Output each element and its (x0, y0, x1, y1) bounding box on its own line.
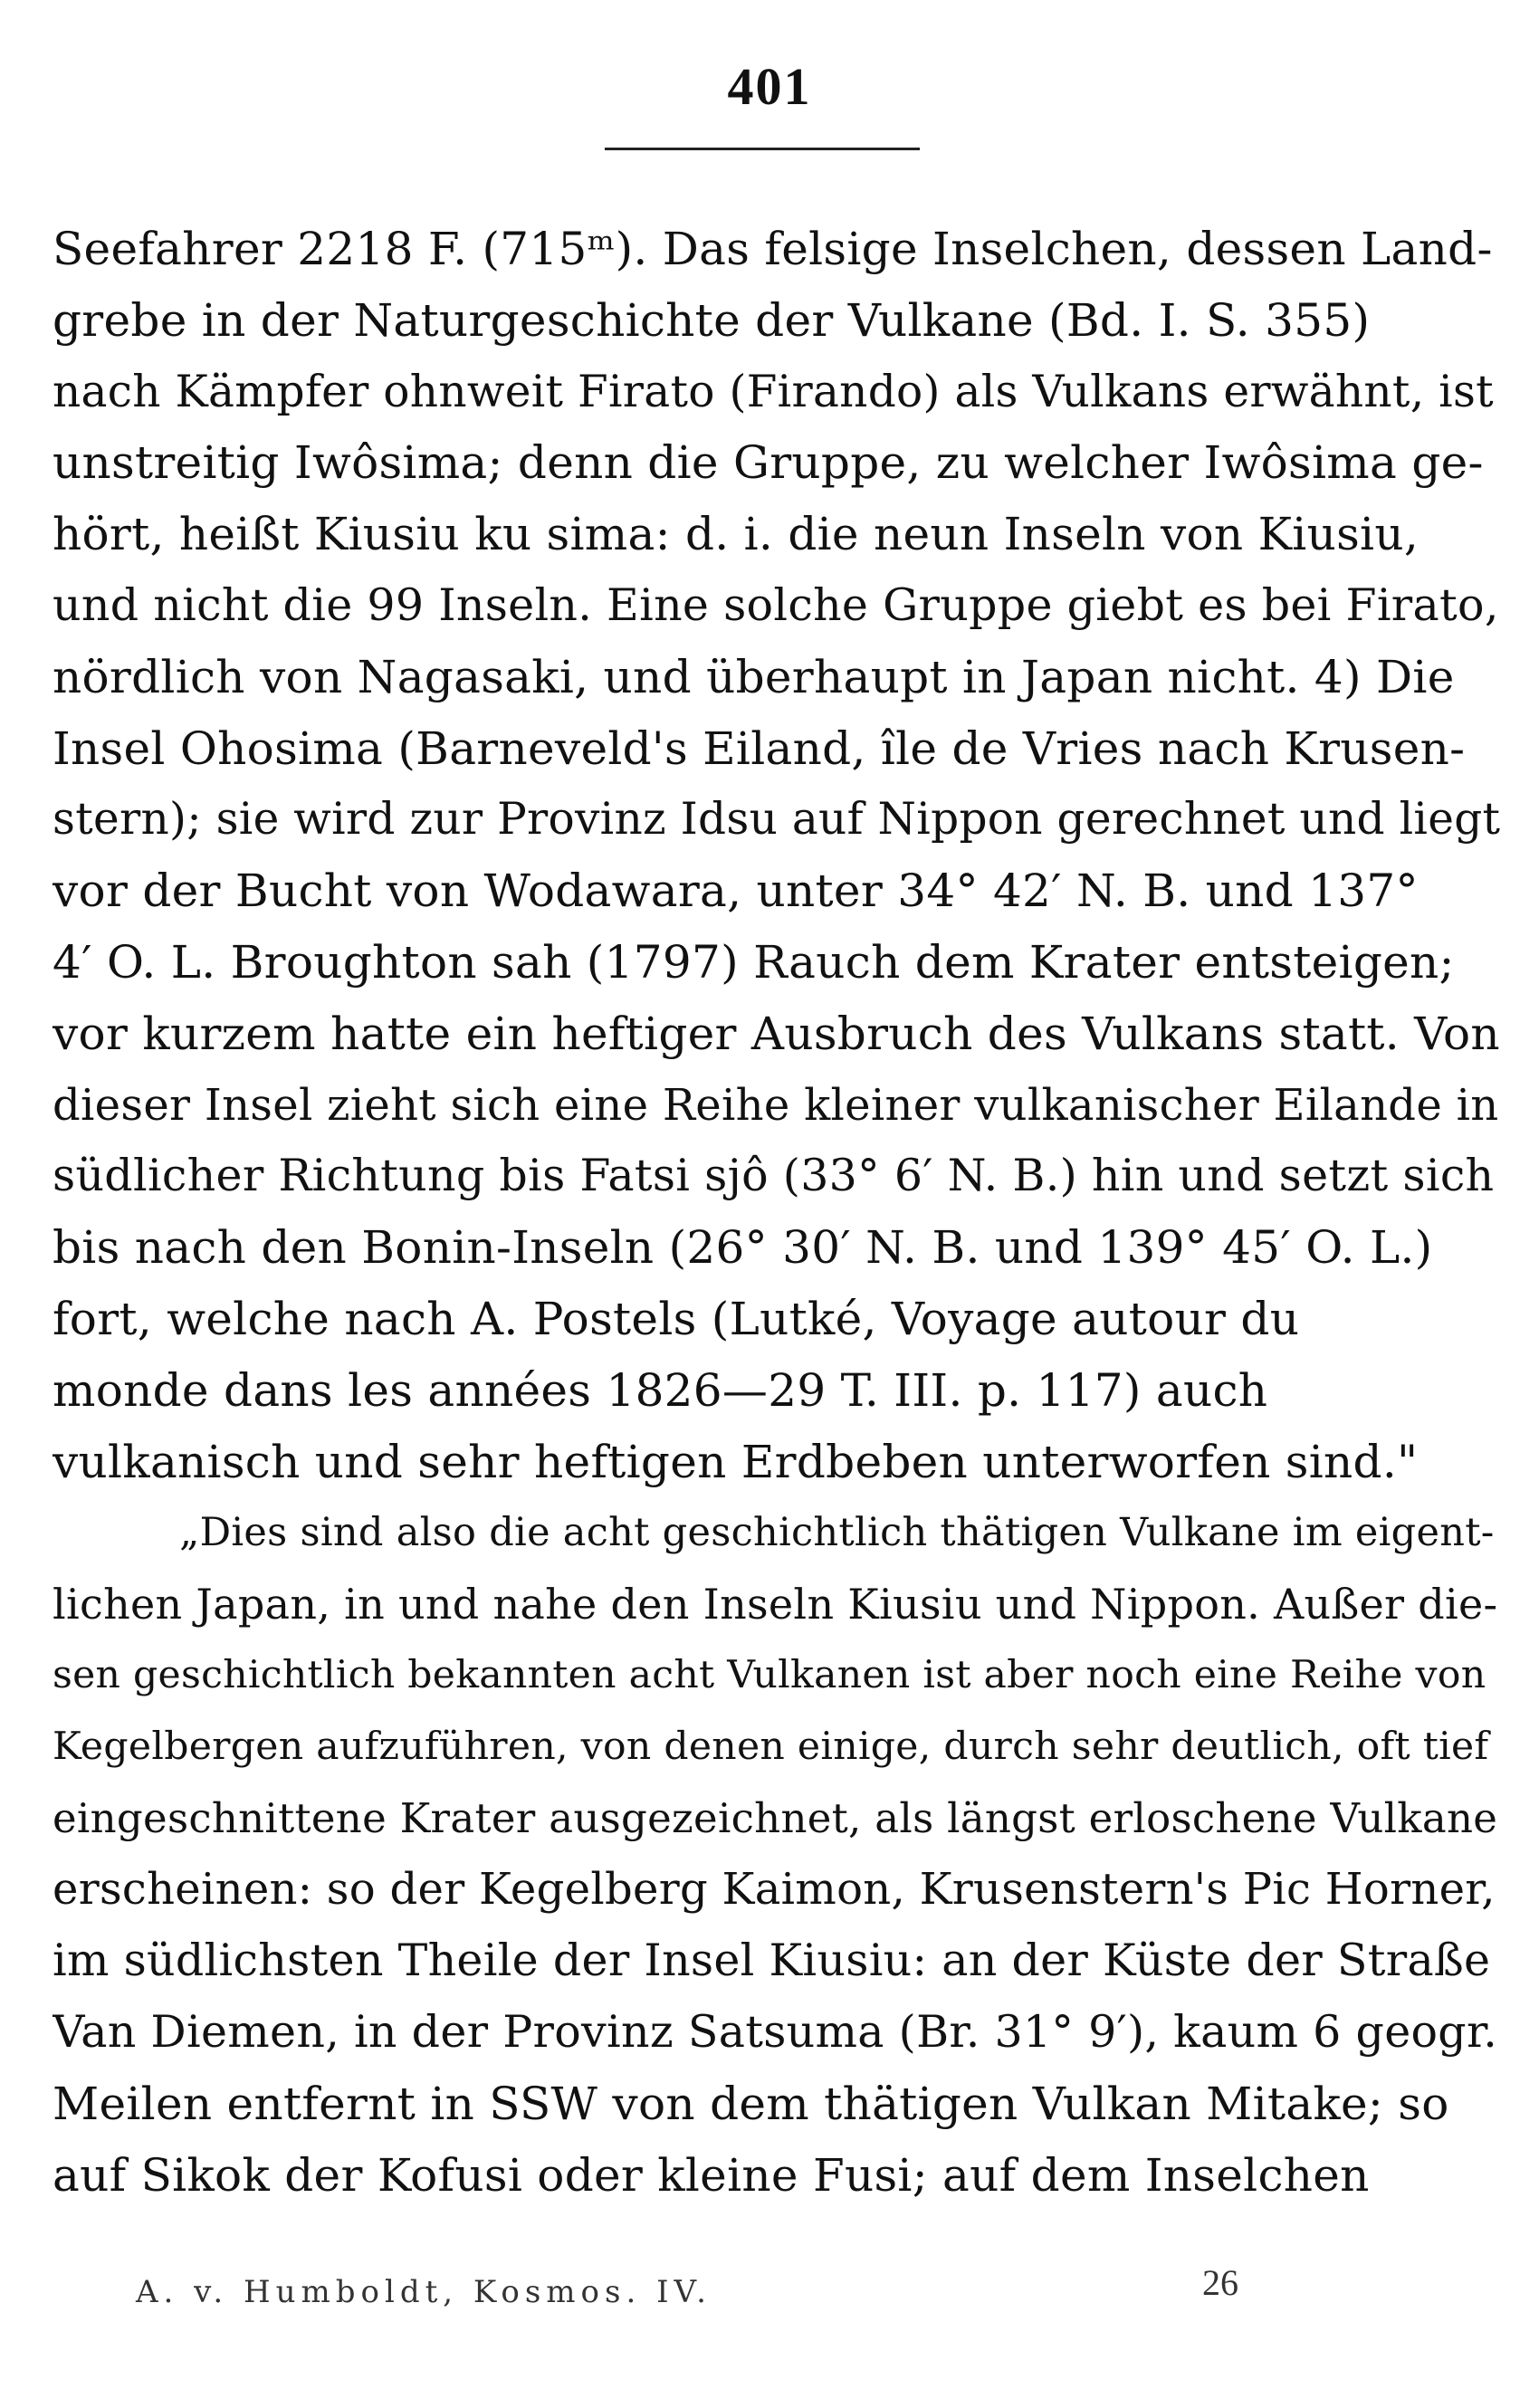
text-line: und nicht die 99 Inseln. Eine solche Gruppe giebt es bei Firato, (53, 578, 1499, 631)
sheet-number: 26 (1202, 2262, 1238, 2303)
text-line: Insel Ohosima (Barneveld's Eiland, île de Vries nach Krusen- (53, 721, 1466, 775)
text-line: Van Diemen, in der Provinz Satsuma (Br. 31° 9′), kaum 6 geogr. (53, 2005, 1498, 2058)
text-line: vor der Bucht von Wodawara, unter 34° 42′ N. B. und 137° (53, 865, 1419, 918)
text-line: stern); sie wird zur Provinz Idsu auf Nippon gerechnet und liegt (53, 794, 1501, 846)
text-line: bis nach den Bonin-Inseln (26° 30′ N. B. und 139° 45′ O. L.) (53, 1221, 1433, 1275)
text-line: hört, heißt Kiusiu ku sima: d. i. die neun Inseln von Kiusiu, (53, 508, 1420, 561)
footer-signature: A. v. Humboldt, Kosmos. IV. (136, 2274, 712, 2310)
text-line: vulkanisch und sehr heftigen Erdbeben unterworfen sind." (53, 1435, 1419, 1488)
text-line: Kegelbergen aufzuführen, von denen einige, durch sehr deutlich, oft tief (53, 1724, 1489, 1769)
text-line: dieser Insel zieht sich eine Reihe kleiner vulkanischer Eilande in (53, 1079, 1499, 1131)
text-line: Meilen entfernt in SSW von dem thätigen Vulkan Mitake; so (53, 2077, 1449, 2130)
page-number: 401 (727, 57, 812, 116)
text-line: nach Kämpfer ohnweit Firato (Firando) als Vulkans erwähnt, ist (53, 366, 1494, 417)
text-line: im südlichsten Theile der Insel Kiusiu: an der Küste der Straße (53, 1935, 1491, 1987)
text-line: monde dans les années 1826—29 T. III. p. 117) auch (53, 1363, 1268, 1417)
text-line: 4′ O. L. Broughton sah (1797) Rauch dem Krater entsteigen; (53, 935, 1455, 989)
text-line: unstreitig Iwôsima; denn die Gruppe, zu welcher Iwôsima ge- (53, 436, 1484, 490)
text-line: nördlich von Nagasaki, und überhaupt in Japan nicht. 4) Die (53, 650, 1455, 703)
text-line: fort, welche nach A. Postels (Lutké, Voyage autour du (53, 1292, 1300, 1345)
paragraph-start-line: „Dies sind also die acht geschichtlich thätigen Vulkane im eigent- (179, 1510, 1495, 1556)
text-line: Seefahrer 2218 F. (715ᵐ). Das felsige Inselchen, dessen Land- (53, 223, 1493, 275)
text-line: grebe in der Naturgeschichte der Vulkane (Bd. I. S. 355) (53, 293, 1371, 347)
page-footer (136, 2261, 1494, 2316)
text-line: vor kurzem hatte ein heftiger Ausbruch des Vulkans statt. Von (53, 1007, 1500, 1060)
text-line: sen geschichtlich bekannten acht Vulkanen ist aber noch eine Reihe von (53, 1652, 1486, 1697)
text-line: erscheinen: so der Kegelberg Kaimon, Krusenstern's Pic Horner, (53, 1864, 1496, 1916)
header-rule (605, 148, 920, 150)
body-text (53, 214, 1501, 2211)
text-line: auf Sikok der Kofusi oder kleine Fusi; auf dem Inselchen (53, 2148, 1370, 2202)
text-line: südlicher Richtung bis Fatsi sjô (33° 6′ N. B.) hin und setzt sich (53, 1150, 1495, 1202)
text-line: eingeschnittene Krater ausgezeichnet, als längst erloschene Vulkane (53, 1793, 1498, 1842)
text-line: lichen Japan, in und nahe den Inseln Kiusiu und Nippon. Außer die- (53, 1580, 1498, 1629)
